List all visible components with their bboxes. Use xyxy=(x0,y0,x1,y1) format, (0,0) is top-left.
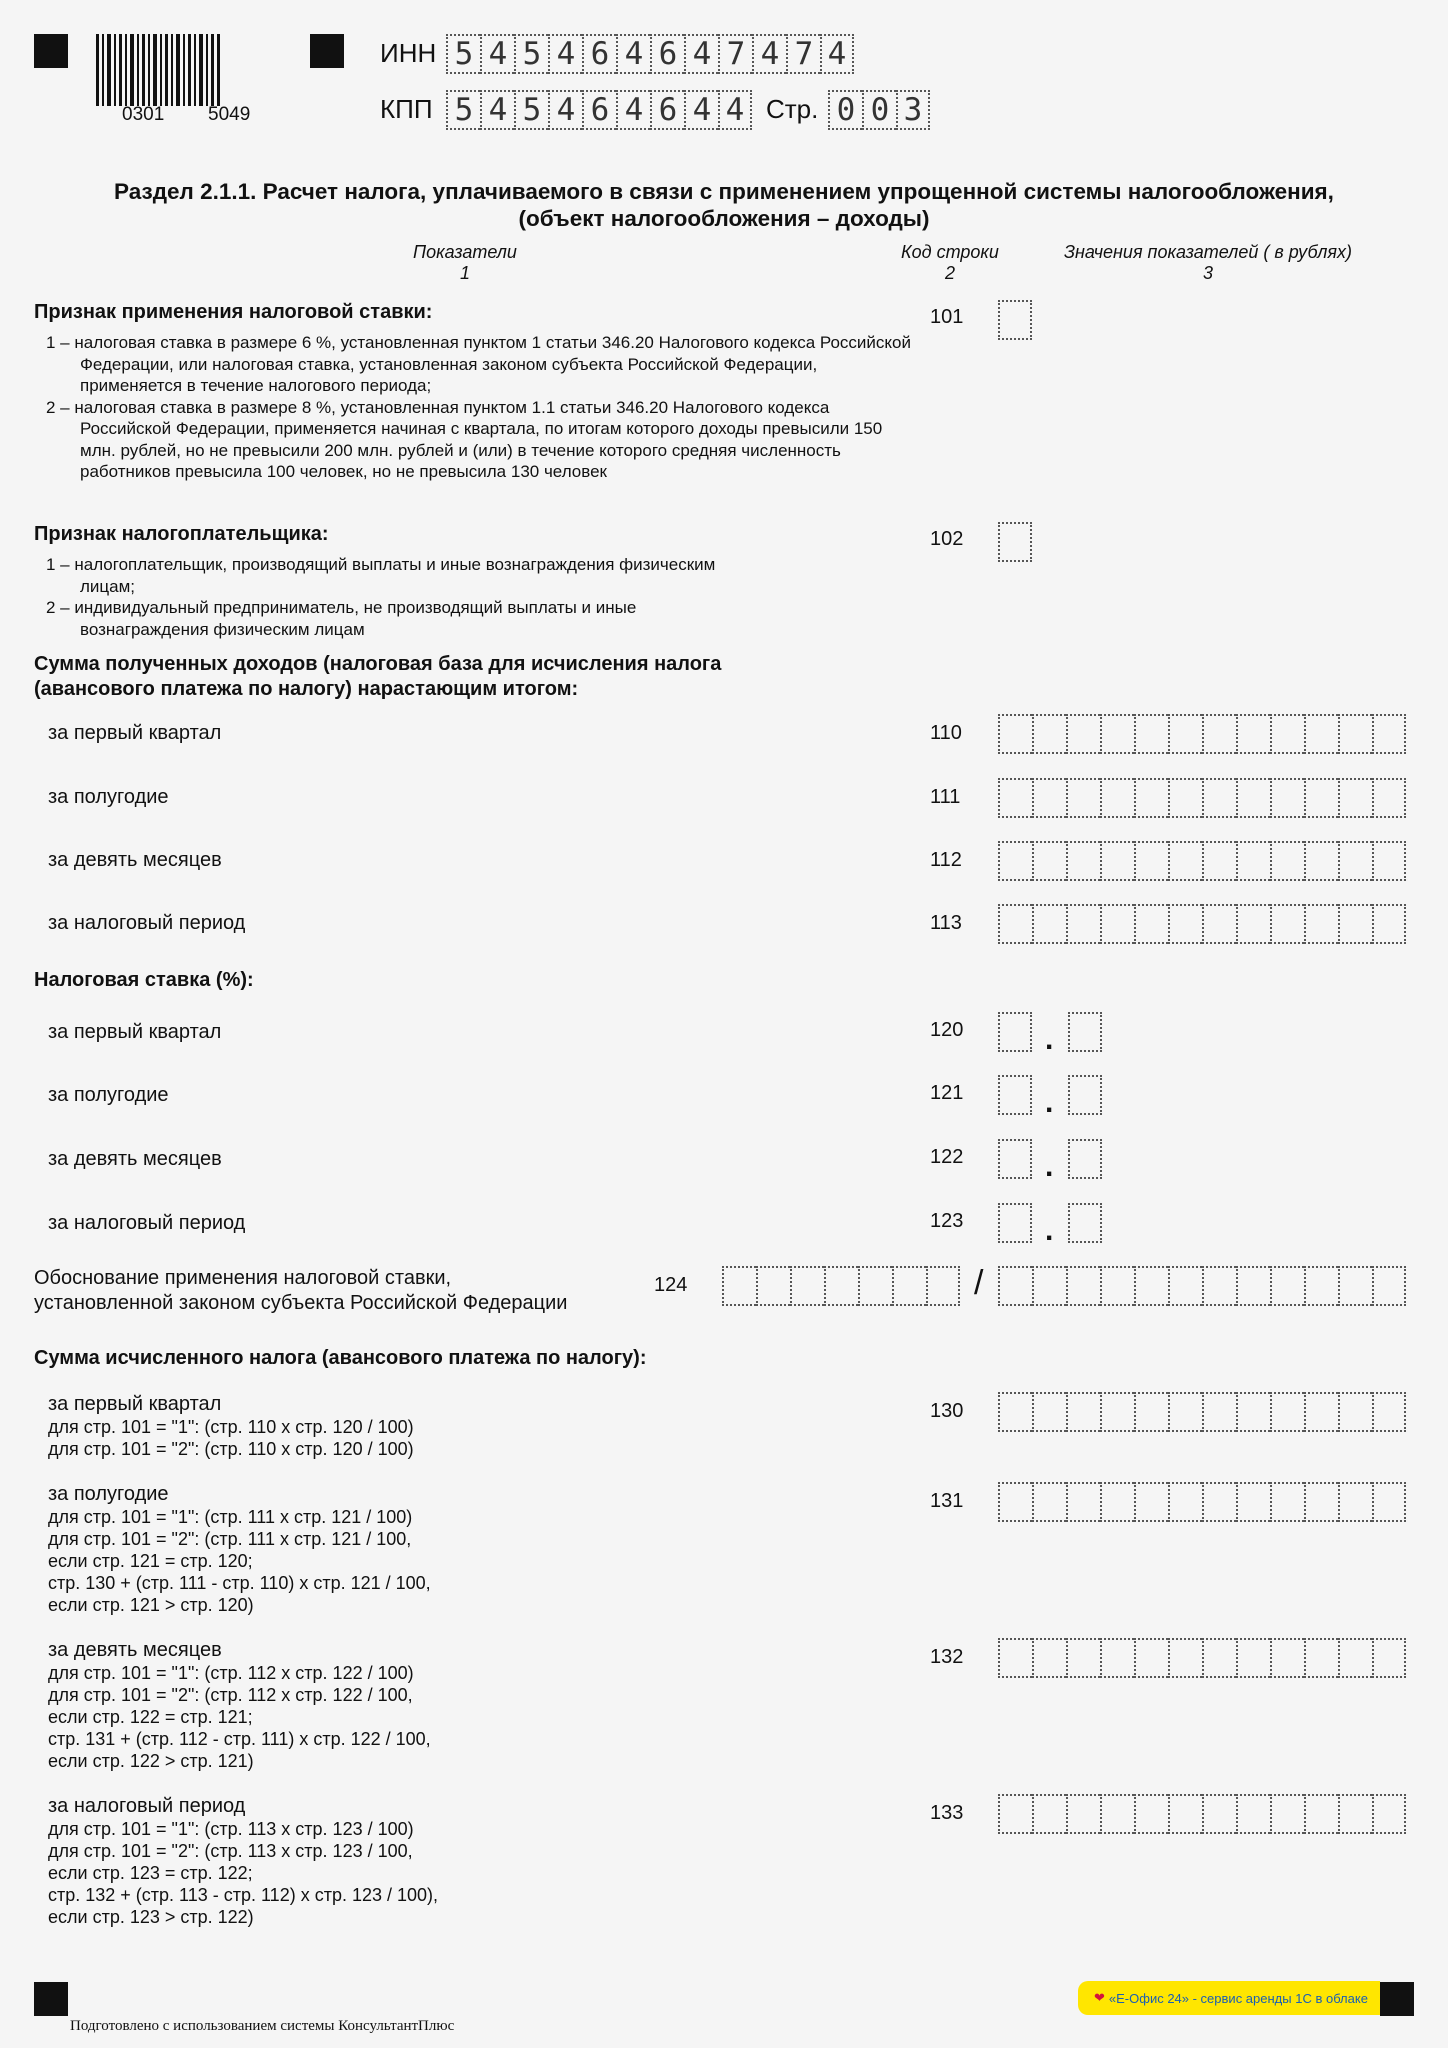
formula-line: если стр. 122 = стр. 121; xyxy=(48,1707,253,1727)
formula-line: если стр. 121 = стр. 120; xyxy=(48,1551,253,1571)
input-cell xyxy=(1068,1075,1102,1115)
input-cell xyxy=(1270,841,1304,881)
input-cell xyxy=(998,841,1032,881)
input-cell xyxy=(1236,841,1270,881)
input-cell xyxy=(1236,904,1270,944)
input-cell xyxy=(1372,778,1406,818)
input-cell xyxy=(1202,778,1236,818)
input-cell xyxy=(1236,1266,1270,1306)
slash-separator: / xyxy=(974,1264,984,1302)
input-cell xyxy=(1032,1794,1066,1834)
input-cell xyxy=(1066,1392,1100,1432)
formula-line: для стр. 101 = "2": (стр. 112 х стр. 122 / 100, xyxy=(48,1685,413,1705)
input-cell xyxy=(1066,1266,1100,1306)
input-cell xyxy=(1338,778,1372,818)
income-row-label: за девять месяцев xyxy=(48,849,222,871)
formula-line: за первый квартал xyxy=(48,1393,222,1415)
input-cell xyxy=(1202,714,1236,754)
line-code-101: 101 xyxy=(930,306,964,328)
corner-marker-bottom-right xyxy=(1380,1982,1414,2016)
field-111[interactable] xyxy=(998,778,1406,818)
page-number-field[interactable] xyxy=(828,90,930,130)
section-title-line-2: (объект налогообложения – доходы) xyxy=(518,206,930,231)
field-123-fraction[interactable] xyxy=(1068,1203,1102,1243)
input-cell xyxy=(998,1203,1032,1243)
input-cell xyxy=(998,300,1032,340)
kpp-digit: 4 xyxy=(616,90,650,130)
input-cell xyxy=(1168,1266,1202,1306)
taxpayer-option-1: 1 – налогоплательщик, производящий выплаты и иные вознаграждения физическим лицам; xyxy=(46,555,716,596)
line-code-124: 124 xyxy=(654,1274,688,1296)
taxpayer-sign-options xyxy=(34,554,734,640)
column-header-line-code xyxy=(880,242,1020,284)
formula-130 xyxy=(48,1392,414,1460)
input-cell xyxy=(756,1266,790,1306)
line-code-102: 102 xyxy=(930,528,964,550)
inn-digit: 7 xyxy=(786,34,820,74)
rate-justification-line-1: Обоснование применения налоговой ставки, xyxy=(34,1267,452,1289)
input-cell xyxy=(1032,1482,1066,1522)
column-header-1-label: Показатели xyxy=(413,242,517,262)
input-cell xyxy=(1270,904,1304,944)
kpp-digit: 4 xyxy=(548,90,582,130)
input-cell xyxy=(1032,1392,1066,1432)
input-cell xyxy=(1270,1392,1304,1432)
input-cell xyxy=(1066,1794,1100,1834)
input-cell xyxy=(1236,1392,1270,1432)
inn-digit: 4 xyxy=(616,34,650,74)
input-cell xyxy=(722,1266,756,1306)
input-cell xyxy=(1202,1638,1236,1678)
field-123-integer[interactable] xyxy=(998,1203,1032,1243)
formula-line: для стр. 101 = "2": (стр. 113 х стр. 123 / 100, xyxy=(48,1841,413,1861)
input-cell xyxy=(1202,1392,1236,1432)
decimal-point-icon: . xyxy=(1045,1086,1054,1119)
input-cell xyxy=(998,778,1032,818)
formula-line: если стр. 122 > стр. 121) xyxy=(48,1751,254,1771)
barcode-number-right: 5049 xyxy=(208,104,251,125)
input-cell xyxy=(1304,1794,1338,1834)
tax-rate-sign-title: Признак применения налоговой ставки: xyxy=(34,301,433,323)
input-cell xyxy=(998,714,1032,754)
input-cell xyxy=(1168,714,1202,754)
input-cell xyxy=(998,1012,1032,1052)
formula-line: стр. 131 + (стр. 112 - стр. 111) х стр. 122 / 100, xyxy=(48,1729,431,1749)
heart-icon: ❤ xyxy=(1094,1990,1105,2005)
formula-line: для стр. 101 = "1": (стр. 111 х стр. 121 / 100) xyxy=(48,1507,413,1527)
column-header-3-label: Значения показателей ( в рублях) xyxy=(1063,242,1353,262)
field-122-integer[interactable] xyxy=(998,1139,1032,1179)
formula-line: для стр. 101 = "2": (стр. 110 х стр. 120 / 100) xyxy=(48,1439,414,1459)
formula-line: если стр. 123 > стр. 122) xyxy=(48,1907,254,1927)
inn-digit: 4 xyxy=(752,34,786,74)
page-digit: 0 xyxy=(828,90,862,130)
input-cell xyxy=(858,1266,892,1306)
inn-digit: 4 xyxy=(684,34,718,74)
input-cell xyxy=(1372,1392,1406,1432)
input-cell xyxy=(1100,841,1134,881)
line-code-121: 121 xyxy=(930,1082,964,1104)
input-cell xyxy=(998,1482,1032,1522)
formula-line: если стр. 123 = стр. 122; xyxy=(48,1863,253,1883)
input-cell xyxy=(1270,1638,1304,1678)
input-cell xyxy=(1100,714,1134,754)
input-cell xyxy=(1338,1794,1372,1834)
line-code-123: 123 xyxy=(930,1210,964,1232)
input-cell xyxy=(1168,1392,1202,1432)
field-132[interactable] xyxy=(998,1638,1406,1678)
inn-digit: 4 xyxy=(820,34,854,74)
kpp-label: КПП xyxy=(380,94,433,124)
inn-digit: 5 xyxy=(446,34,480,74)
decimal-point-icon: . xyxy=(1045,1023,1054,1056)
input-cell xyxy=(1304,904,1338,944)
barcode-number-left: 0301 xyxy=(122,104,165,125)
input-cell xyxy=(1304,1266,1338,1306)
taxpayer-option-2: 2 – индивидуальный предприниматель, не производящий выплаты и иные вознаграждения физическим лицам xyxy=(46,598,637,639)
inn-digit: 6 xyxy=(650,34,684,74)
input-cell xyxy=(1068,1139,1102,1179)
line-code-112: 112 xyxy=(930,849,962,871)
input-cell xyxy=(1032,904,1066,944)
input-cell xyxy=(1338,714,1372,754)
inn-digit: 4 xyxy=(480,34,514,74)
kpp-digit: 5 xyxy=(514,90,548,130)
field-124-part-1[interactable] xyxy=(722,1266,960,1306)
input-cell xyxy=(1066,1482,1100,1522)
formula-line: за полугодие xyxy=(48,1483,169,1505)
field-121-integer[interactable] xyxy=(998,1075,1032,1115)
formula-line: за налоговый период xyxy=(48,1795,246,1817)
column-header-indicators xyxy=(330,242,600,284)
input-cell xyxy=(1032,1638,1066,1678)
formula-line: за девять месяцев xyxy=(48,1639,222,1661)
input-cell xyxy=(1032,714,1066,754)
input-cell xyxy=(1134,904,1168,944)
input-cell xyxy=(1066,904,1100,944)
field-120-integer[interactable] xyxy=(998,1012,1032,1052)
input-cell xyxy=(790,1266,824,1306)
input-cell xyxy=(1338,1638,1372,1678)
input-cell xyxy=(998,522,1032,562)
income-sum-title-line-2: (авансового платежа по налогу) нарастающим итогом: xyxy=(34,678,579,700)
input-cell xyxy=(1304,714,1338,754)
input-cell xyxy=(1134,778,1168,818)
input-cell xyxy=(1134,1392,1168,1432)
inn-field[interactable] xyxy=(446,34,854,74)
formula-line: если стр. 121 > стр. 120) xyxy=(48,1595,254,1615)
inn-digit: 4 xyxy=(548,34,582,74)
input-cell xyxy=(1202,904,1236,944)
column-header-values xyxy=(1030,242,1386,284)
input-cell xyxy=(1134,1638,1168,1678)
income-row-label: за первый квартал xyxy=(48,722,222,744)
input-cell xyxy=(1304,841,1338,881)
input-cell xyxy=(1134,841,1168,881)
page-digit: 0 xyxy=(862,90,896,130)
input-cell xyxy=(1338,1266,1372,1306)
field-131[interactable] xyxy=(998,1482,1406,1522)
field-113[interactable] xyxy=(998,904,1406,944)
input-cell xyxy=(1372,1638,1406,1678)
input-cell xyxy=(1338,841,1372,881)
input-cell xyxy=(998,1075,1032,1115)
barcode-icon xyxy=(96,34,222,106)
input-cell xyxy=(1270,714,1304,754)
taxpayer-sign-title: Признак налогоплательщика: xyxy=(34,523,329,545)
kpp-digit: 5 xyxy=(446,90,480,130)
formula-133 xyxy=(48,1794,438,1928)
page-label: Стр. xyxy=(766,94,819,124)
input-cell xyxy=(1338,1482,1372,1522)
input-cell xyxy=(1236,778,1270,818)
rate-row-label: за девять месяцев xyxy=(48,1148,222,1170)
line-code-131: 131 xyxy=(930,1490,964,1512)
decimal-point-icon: . xyxy=(1045,1214,1054,1247)
input-cell xyxy=(824,1266,858,1306)
input-cell xyxy=(1100,904,1134,944)
input-cell xyxy=(1134,1482,1168,1522)
input-cell xyxy=(1032,1266,1066,1306)
input-cell xyxy=(1032,778,1066,818)
input-cell xyxy=(1168,1482,1202,1522)
inn-digit: 5 xyxy=(514,34,548,74)
income-sum-title xyxy=(34,652,721,702)
input-cell xyxy=(1372,714,1406,754)
kpp-digit: 4 xyxy=(718,90,752,130)
input-cell xyxy=(1100,1482,1134,1522)
line-code-113: 113 xyxy=(930,912,962,934)
tax-rate-option-2: 2 – налоговая ставка в размере 8 %, установленная пунктом 1.1 статьи 346.20 Налогового кодекса Российской Федерации, применяется начиная с квартала, по итогам которого доходы превысили 150 млн. рублей, но не превысили 200 млн. рублей и (или) в течение которого средняя численность работников превысила 100 человек, но не превысила 130 человек xyxy=(46,397,883,481)
input-cell xyxy=(1270,1266,1304,1306)
input-cell xyxy=(1372,1266,1406,1306)
corner-marker-top-middle xyxy=(310,34,344,68)
input-cell xyxy=(1338,904,1372,944)
footer-source-note: Подготовлено с использованием системы КонсультантПлюс xyxy=(70,2018,455,2034)
input-cell xyxy=(1100,1794,1134,1834)
input-cell xyxy=(998,1139,1032,1179)
input-cell xyxy=(1100,1392,1134,1432)
input-cell xyxy=(1068,1203,1102,1243)
inn-digit: 7 xyxy=(718,34,752,74)
input-cell xyxy=(1066,714,1100,754)
input-cell xyxy=(1168,841,1202,881)
field-112[interactable] xyxy=(998,841,1406,881)
input-cell xyxy=(892,1266,926,1306)
kpp-digit: 6 xyxy=(582,90,616,130)
formula-line: для стр. 101 = "1": (стр. 113 х стр. 123 / 100) xyxy=(48,1819,414,1839)
formula-line: для стр. 101 = "1": (стр. 112 х стр. 122 / 100) xyxy=(48,1663,414,1683)
input-cell xyxy=(1304,1392,1338,1432)
field-110[interactable] xyxy=(998,714,1406,754)
field-120-fraction[interactable] xyxy=(1068,1012,1102,1052)
input-cell xyxy=(1236,714,1270,754)
page-digit: 3 xyxy=(896,90,930,130)
input-cell xyxy=(998,1392,1032,1432)
input-cell xyxy=(926,1266,960,1306)
inn-digit: 6 xyxy=(582,34,616,74)
income-row-label: за налоговый период xyxy=(48,912,246,934)
formula-line: для стр. 101 = "1": (стр. 110 х стр. 120 / 100) xyxy=(48,1417,414,1437)
field-102[interactable] xyxy=(998,522,1032,562)
input-cell xyxy=(1032,841,1066,881)
kpp-digit: 4 xyxy=(480,90,514,130)
column-header-3-number: 3 xyxy=(1202,263,1213,283)
rate-row-label: за первый квартал xyxy=(48,1021,222,1043)
input-cell xyxy=(1236,1482,1270,1522)
formula-132 xyxy=(48,1638,431,1772)
input-cell xyxy=(1304,778,1338,818)
input-cell xyxy=(1304,1638,1338,1678)
input-cell xyxy=(1202,1266,1236,1306)
line-code-130: 130 xyxy=(930,1400,964,1422)
tax-rate-option-1: 1 – налоговая ставка в размере 6 %, установленная пунктом 1 статьи 346.20 Налогового кодекса Российской Федерации, или налоговая ставка, установленная законом субъекта Российской Федерации, применяется в течение налогового периода; xyxy=(46,333,911,395)
input-cell xyxy=(1066,841,1100,881)
rate-justification-label xyxy=(34,1266,567,1316)
input-cell xyxy=(998,1266,1032,1306)
corner-marker-bottom-left xyxy=(34,1982,68,2016)
input-cell xyxy=(1134,1266,1168,1306)
kpp-digit: 4 xyxy=(684,90,718,130)
column-header-2-label: Код строки xyxy=(901,242,999,262)
input-cell xyxy=(1134,1794,1168,1834)
input-cell xyxy=(1270,1794,1304,1834)
field-133[interactable] xyxy=(998,1794,1406,1834)
input-cell xyxy=(1100,778,1134,818)
input-cell xyxy=(1236,1638,1270,1678)
inn-label: ИНН xyxy=(380,38,437,68)
input-cell xyxy=(1202,1794,1236,1834)
service-badge-text: «Е-Офис 24» - сервис аренды 1С в облаке xyxy=(1108,1990,1368,2006)
calculated-tax-title: Сумма исчисленного налога (авансового платежа по налогу): xyxy=(34,1347,647,1369)
decimal-point-icon: . xyxy=(1045,1150,1054,1183)
input-cell xyxy=(1168,1638,1202,1678)
line-code-120: 120 xyxy=(930,1019,964,1041)
rate-justification-line-2: установленной законом субъекта Российской Федерации xyxy=(34,1292,568,1314)
column-header-2-number: 2 xyxy=(944,263,955,283)
tax-rate-sign-options xyxy=(34,332,914,483)
formula-line: для стр. 101 = "2": (стр. 111 х стр. 121 / 100, xyxy=(48,1529,412,1549)
rate-row-label: за полугодие xyxy=(48,1084,169,1106)
input-cell xyxy=(1236,1794,1270,1834)
formula-131 xyxy=(48,1482,431,1616)
line-code-122: 122 xyxy=(930,1146,964,1168)
line-code-133: 133 xyxy=(930,1802,964,1824)
input-cell xyxy=(1202,841,1236,881)
input-cell xyxy=(1304,1482,1338,1522)
input-cell xyxy=(1168,778,1202,818)
input-cell xyxy=(1270,778,1304,818)
input-cell xyxy=(998,904,1032,944)
field-122-fraction[interactable] xyxy=(1068,1139,1102,1179)
field-124-part-2[interactable] xyxy=(998,1266,1406,1306)
input-cell xyxy=(1168,904,1202,944)
input-cell xyxy=(1100,1266,1134,1306)
line-code-132: 132 xyxy=(930,1646,964,1668)
input-cell xyxy=(1066,778,1100,818)
input-cell xyxy=(1134,714,1168,754)
input-cell xyxy=(1338,1392,1372,1432)
income-sum-title-line-1: Сумма полученных доходов (налоговая база для исчисления налога xyxy=(34,653,722,675)
kpp-digit: 6 xyxy=(650,90,684,130)
input-cell xyxy=(1372,1794,1406,1834)
input-cell xyxy=(1372,904,1406,944)
kpp-field[interactable] xyxy=(446,90,752,130)
input-cell xyxy=(1372,841,1406,881)
line-code-110: 110 xyxy=(930,722,962,744)
field-130[interactable] xyxy=(998,1392,1406,1432)
field-101[interactable] xyxy=(998,300,1032,340)
input-cell xyxy=(1202,1482,1236,1522)
service-badge-link[interactable] xyxy=(1078,1981,1380,2015)
input-cell xyxy=(1100,1638,1134,1678)
input-cell xyxy=(1066,1638,1100,1678)
formula-line: стр. 130 + (стр. 111 - стр. 110) х стр. 121 / 100, xyxy=(48,1573,431,1593)
input-cell xyxy=(998,1638,1032,1678)
input-cell xyxy=(1270,1482,1304,1522)
tax-rate-title: Налоговая ставка (%): xyxy=(34,969,254,991)
input-cell xyxy=(1168,1794,1202,1834)
input-cell xyxy=(1068,1012,1102,1052)
line-code-111: 111 xyxy=(930,786,961,808)
income-row-label: за полугодие xyxy=(48,786,169,808)
section-title-line-1: Раздел 2.1.1. Расчет налога, уплачиваемого в связи с применением упрощенной системы налогообложения, xyxy=(114,179,1334,204)
input-cell xyxy=(1372,1482,1406,1522)
input-cell xyxy=(998,1794,1032,1834)
corner-marker-top-left xyxy=(34,34,68,68)
column-header-1-number: 1 xyxy=(459,263,470,283)
field-121-fraction[interactable] xyxy=(1068,1075,1102,1115)
rate-row-label: за налоговый период xyxy=(48,1212,246,1234)
formula-line: стр. 132 + (стр. 113 - стр. 112) х стр. 123 / 100), xyxy=(48,1885,439,1905)
